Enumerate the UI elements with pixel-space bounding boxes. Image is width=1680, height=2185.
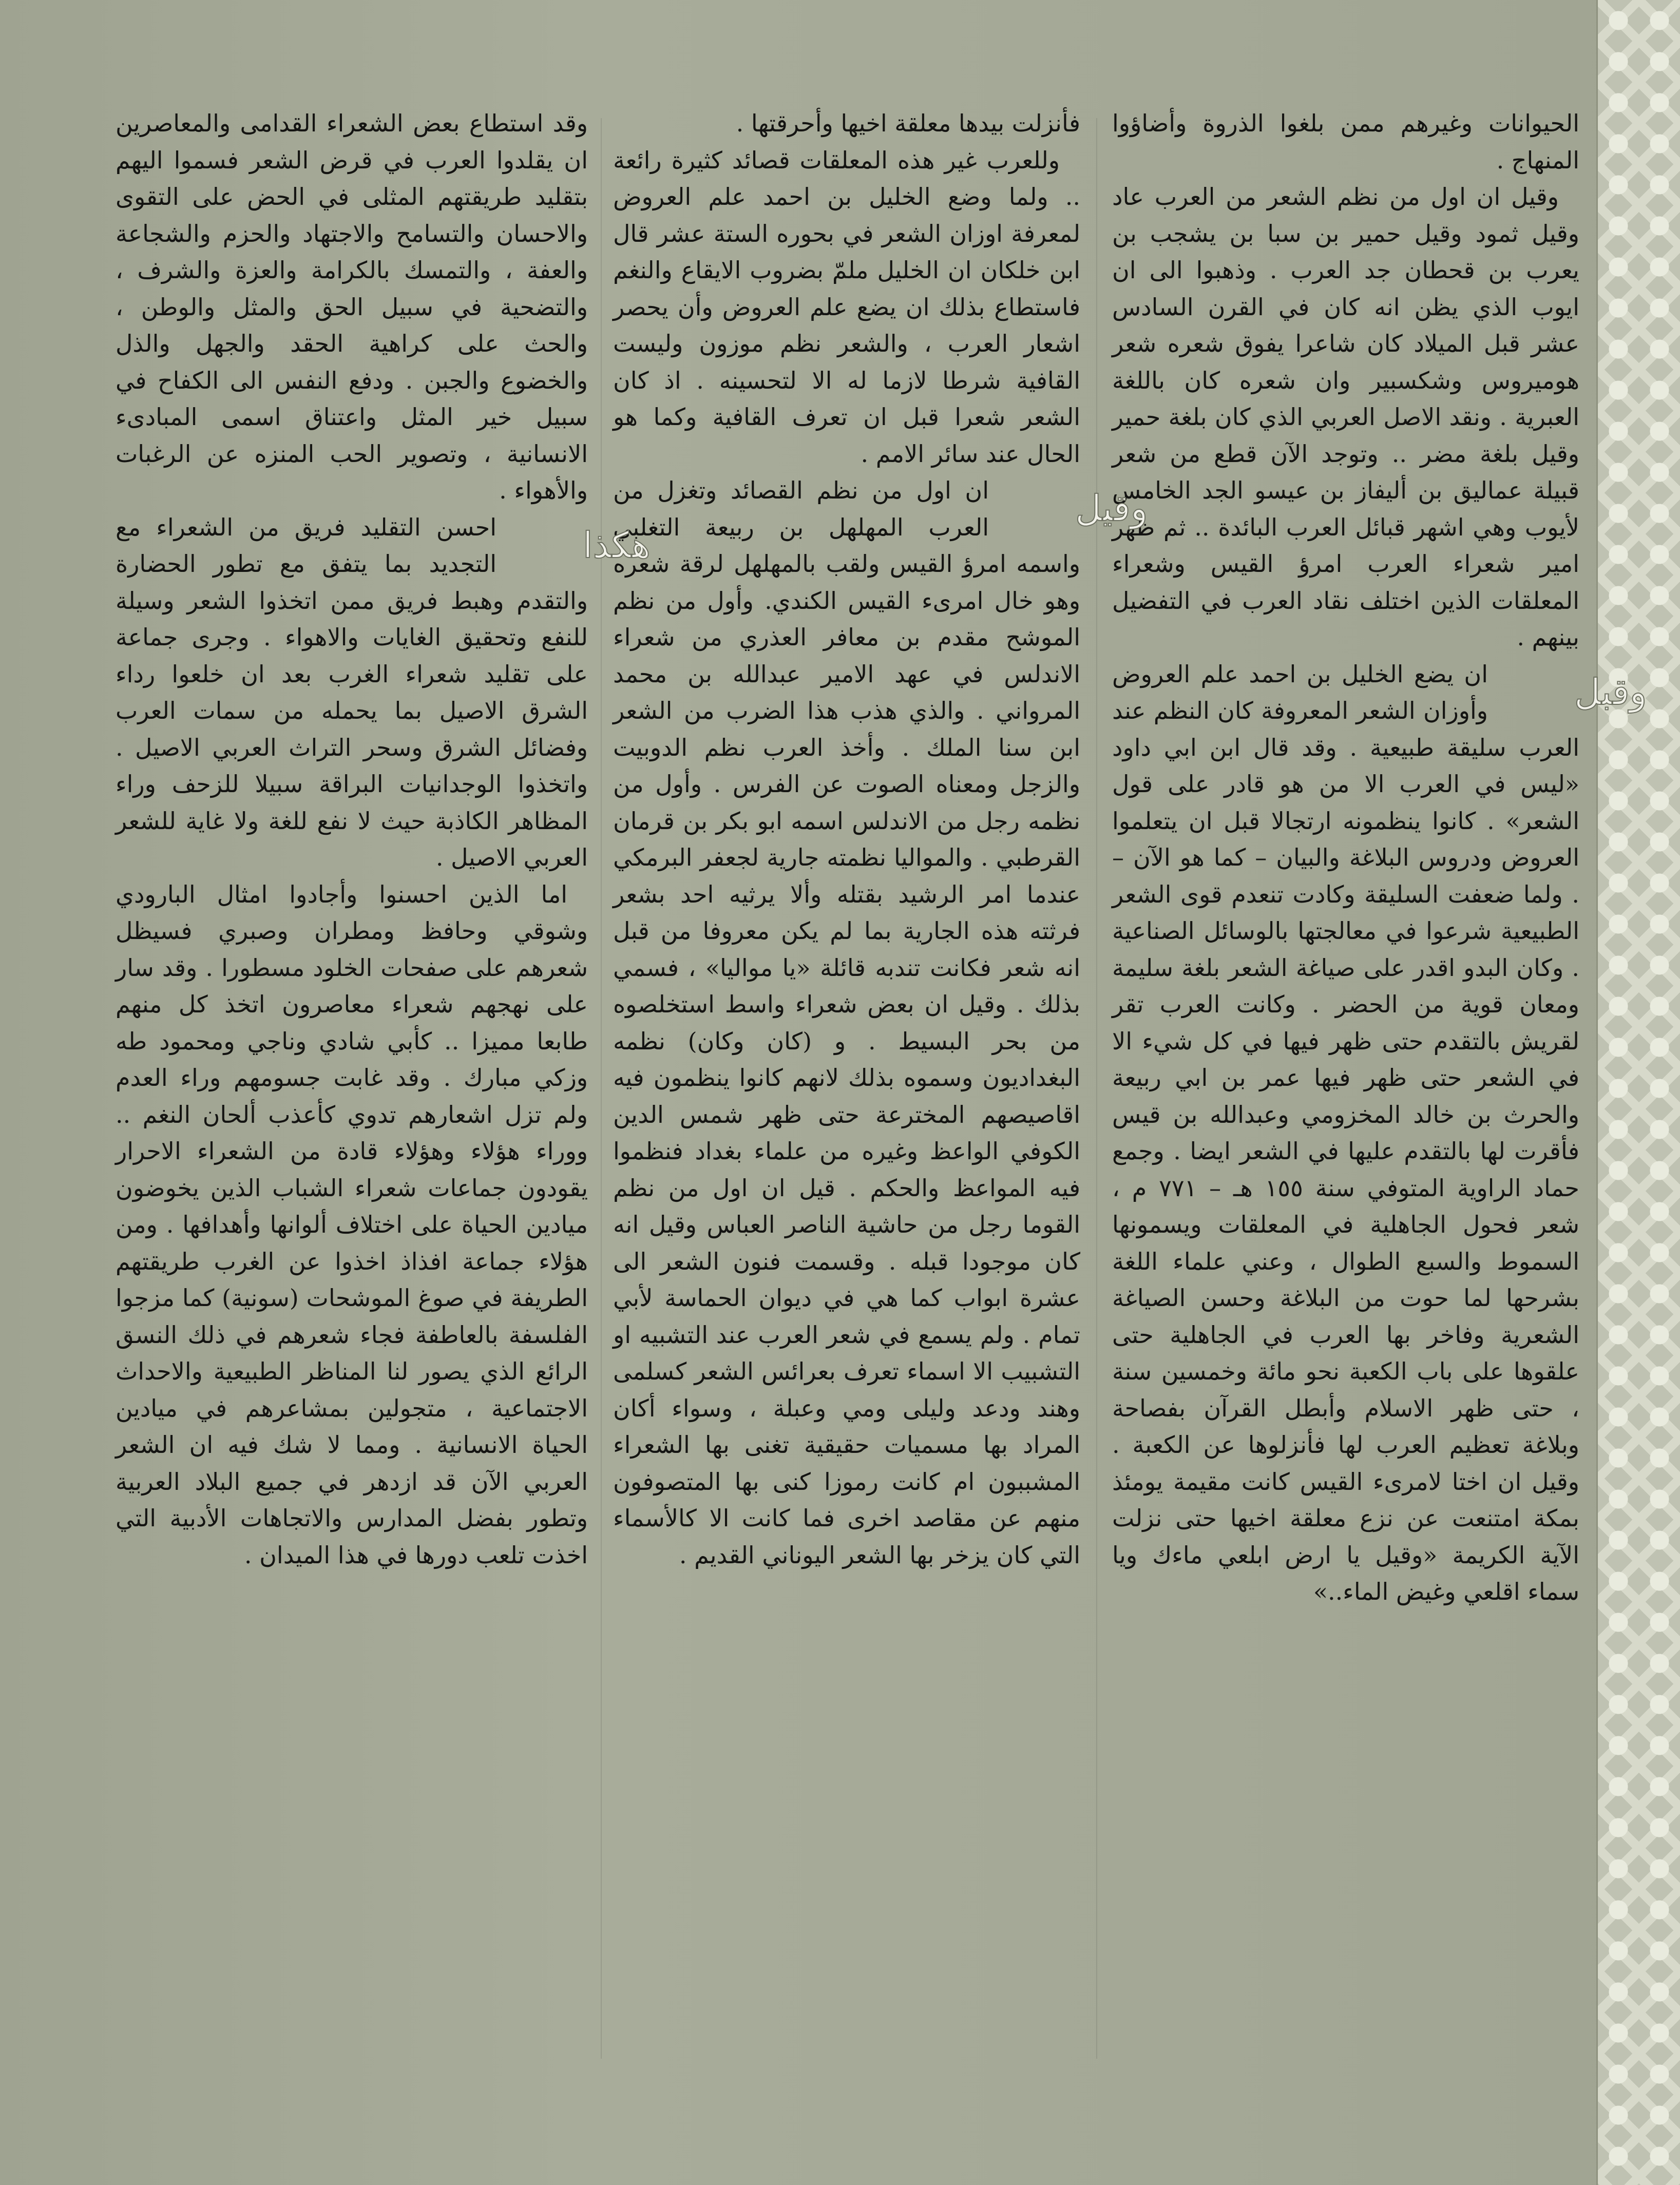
column-left bbox=[116, 105, 651, 2061]
decorative-border bbox=[1596, 0, 1680, 2185]
calligraphic-word: وقيل bbox=[1075, 487, 1148, 529]
column-gutter bbox=[1096, 118, 1097, 2059]
calligraphic-initial-art bbox=[1497, 660, 1647, 722]
paragraph: فأنزلت بيدها معلقة اخيها وأحرقتها . bbox=[736, 109, 1080, 137]
calligraphic-initial bbox=[998, 476, 1148, 538]
calligraphic-initial-art bbox=[506, 513, 651, 575]
calligraphic-word: وقبل bbox=[1574, 670, 1647, 713]
calligraphic-word: هكذا bbox=[583, 524, 651, 566]
calligraphic-initial-art bbox=[998, 476, 1148, 538]
calligraphic-initial bbox=[1497, 660, 1647, 722]
column-right bbox=[1112, 105, 1647, 2061]
paragraph: ان اول من نظم القصائد وتغزل من العرب المهلهل بن ربيعة التغلبي واسمه امرؤ القيس ولقب بالمهلهل لرقة شعره وهو خال امرىء القيس الكندي. وأول من نظم الموشح مقدم بن معافر العذري من شعراء الاندلس في عهد الامير عبدالله بن محمد المرواني . والذي هذب هذا الضرب من الشعر ابن سنا الملك . وأخذ العرب نظم الدوبيت والزجل ومعناه الصوت عن الفرس . وأول من نظمه رجل من الاندلس اسمه ابو بكر بن قرمان القرطبي . والمواليا نظمته جارية لجعفر البرمكي عندما امر الرشيد بقتله وألا يرثيه احد بشعر فرثته هذه الجارية بما لم يكن معروفا من قبل انه شعر فكانت تندبه قائلة «يا مواليا» ، فسمي بذلك . وقيل ان بعض شعراء واسط استخلصوه من بحر البسيط . و (كان وكان) نظمه البغداديون وسموه بذلك لانهم كانوا ينظمون فيه اقاصيصهم المخترعة حتى ظهر شمس الدين الكوفي الواعظ وغيره من علماء بغداد فنظموا فيه المواعظ والحكم . قيل ان اول من نظم القوما رجل من حاشية الناصر العباس وقيل انه كان موجودا قبله . وقسمت فنون الشعر الى عشرة ابواب كما هي في ديوان الحماسة لأبي تمام . ولم يسمع في شعر العرب عند التشبيه او التشبيب الا اسماء تعرف بعرائس الشعر كسلمى وهند ودعد وليلى ومي وعبلة ، وسواء أكان المراد بها مسميات حقيقية تغنى بها الشعراء المشببون ام كانت رموزا كنى بها المتصوفون منهم عن مقاصد اخرى فما كانت الا كالأسماء التي كان يزخر بها الشعر اليوناني القديم . bbox=[613, 476, 1080, 1569]
paragraph: وقد استطاع بعض الشعراء القدامى والمعاصرين ان يقلدوا العرب في قرض الشعر فسموا اليهم بتقليد طريقتهم المثلى في الحض على التقوى والاحسان والتسامح والاجتهاد والحزم والشجاعة والعفة ، والتمسك بالكرامة والعزة والشرف ، والتضحية في سبيل الحق والمثل والوطن ، والحث على كراهية الحقد والجهل والذل والخضوع والجبن . ودفع النفس الى الكفاح في سبيل خير المثل واعتناق اسمى المبادىء الانسانية ، وتصوير الحب المنزه عن الرغبات والأهواء . bbox=[116, 109, 588, 504]
paragraph: وقيل ان اول من نظم الشعر من العرب عاد وقيل ثمود وقيل حمير بن سبا بن يشجب بن يعرب بن قحطان جد العرب . وذهبوا الى ان ايوب الذي يظن انه كان في القرن السادس عشر قبل الميلاد كان شاعرا يفوق شعره شعر هوميروس وشكسبير وان شعره كان باللغة العبرية . ونقد الاصل العربي الذي كان بلغة حمير وقيل بلغة مضر .. وتوجد الآن قطع من شعر قبيلة عماليق بن أليفاز بن عيسو الجد الخامس لأيوب وهي اشهر قبائل العرب البائدة .. ثم ظهر امير شعراء العرب امرؤ القيس وشعراء المعلقات الذين اختلف نقاد العرب في التفضيل بينهم . bbox=[1112, 183, 1579, 651]
paragraph: الحيوانات وغيرهم ممن بلغوا الذروة وأضاؤوا المنهاج . bbox=[1112, 109, 1579, 174]
column-middle bbox=[613, 105, 1148, 2061]
paragraph: اما الذين احسنوا وأجادوا امثال البارودي وشوقي وحافظ ومطران وصبري فسيظل شعرهم على صفحات الخلود مسطورا . وقد سار على نهجهم شعراء معاصرون اتخذ كل منهم طابعا مميزا .. كأبي شادي وناجي ومحمود طه وزكي مبارك . وقد غابت جسومهم وراء العدم ولم تزل اشعارهم تدوي كأعذب ألحان النغم .. ووراء هؤلاء وهؤلاء قادة من الشعراء الاحرار يقودون جماعات شعراء الشباب الذين يخوضون ميادين الحياة على اختلاف ألوانها وأهدافها . ومن هؤلاء جماعة افذاذ اخذوا عن الغرب طريقتهم الطريفة في صوغ الموشحات (سونية) كما مزجوا الفلسفة بالعاطفة فجاء شعرهم في ذلك النسق الرائع الذي يصور لنا المناظر الطبيعية والاحداث الاجتماعية ، متجولين بمشاعرهم في ميادين الحياة الانسانية . ومما لا شك فيه ان الشعر العربي الآن قد ازدهر في جميع البلاد العربية وتطور بفضل المدارس والاتجاهات الأدبية التي اخذت تلعب دورها في هذا الميدان . bbox=[116, 880, 588, 1569]
paragraph: وللعرب غير هذه المعلقات قصائد كثيرة رائعة .. ولما وضع الخليل بن احمد علم العروض لمعرفة اوزان الشعر في بحوره الستة عشر قال ابن خلكان ان الخليل ملمّ بضروب الايقاع والنغم فاستطاع بذلك ان يضع علم العروض وأن يحصر اشعار العرب ، والشعر نظم موزون وليست القافية شرطا لازما له الا لتحسينه . اذ كان الشعر شعرا قبل ان تعرف القافية وكما هو الحال عند سائر الامم . bbox=[613, 146, 1080, 468]
calligraphic-initial bbox=[506, 513, 651, 575]
column-gutter bbox=[601, 118, 602, 2059]
paragraph: احسن التقليد فريق من الشعراء مع التجديد بما يتفق مع تطور الحضارة والتقدم وهبط فريق ممن اتخذوا الشعر وسيلة للنفع وتحقيق الغايات والاهواء . وجرى جماعة على تقليد شعراء الغرب بعد ان خلعوا رداء الشرق الاصيل بما يحمله من سمات العرب وفضائل الشرق وسحر التراث العربي الاصيل . واتخذوا الوجدانيات البراقة سبيلا للزحف وراء المظاهر الكاذبة حيث لا نفع للغة ولا غاية للشعر العربي الاصيل . bbox=[116, 513, 588, 871]
paragraph: ان يضع الخليل بن احمد علم العروض وأوزان الشعر المعروفة كان النظم عند العرب سليقة طبيعية . وقد قال ابن ابي داود «ليس في العرب الا من هو قادر على قول الشعر» . كانوا ينظمونه ارتجالا قبل ان يتعلموا العروض ودروس البلاغة والبيان – كما هو الآن – . ولما ضعفت السليقة وكادت تنعدم قوى الشعر الطبيعية شرعوا في معالجتها بالوسائل الصناعية . وكان البدو اقدر على صياغة الشعر بلغة سليمة ومعان قوية من الحضر . وكانت العرب تقر لقريش بالتقدم حتى ظهر فيها في كل شيء الا في الشعر حتى ظهر فيها عمر بن ابي ربيعة والحرث بن خالد المخزومي وعبدالله بن قيس فأقرت لها بالتقدم عليها في الشعر ايضا . وجمع حماد الراوية المتوفي سنة ١٥٥ هـ – ٧٧١ م ، شعر فحول الجاهلية في المعلقات ويسمونها السموط والسبع الطوال ، وعني علماء اللغة بشرحها لما حوت من البلاغة وحسن الصياغة الشعرية وفاخر بها العرب في الجاهلية حتى علقوها على باب الكعبة نحو مائة وخمسين سنة ، حتى ظهر الاسلام وأبطل القرآن بفصاحة وبلاغة تعظيم العرب لها فأنزلوها عن الكعبة . وقيل ان اختا لامرىء القيس كانت مقيمة يومئذ بمكة امتنعت عن نزع معلقة اخيها حتى نزلت الآية الكريمة «وقيل يا ارض ابلعي ماءك ويا سماء اقلعي وغيض الماء..» bbox=[1112, 660, 1579, 1605]
